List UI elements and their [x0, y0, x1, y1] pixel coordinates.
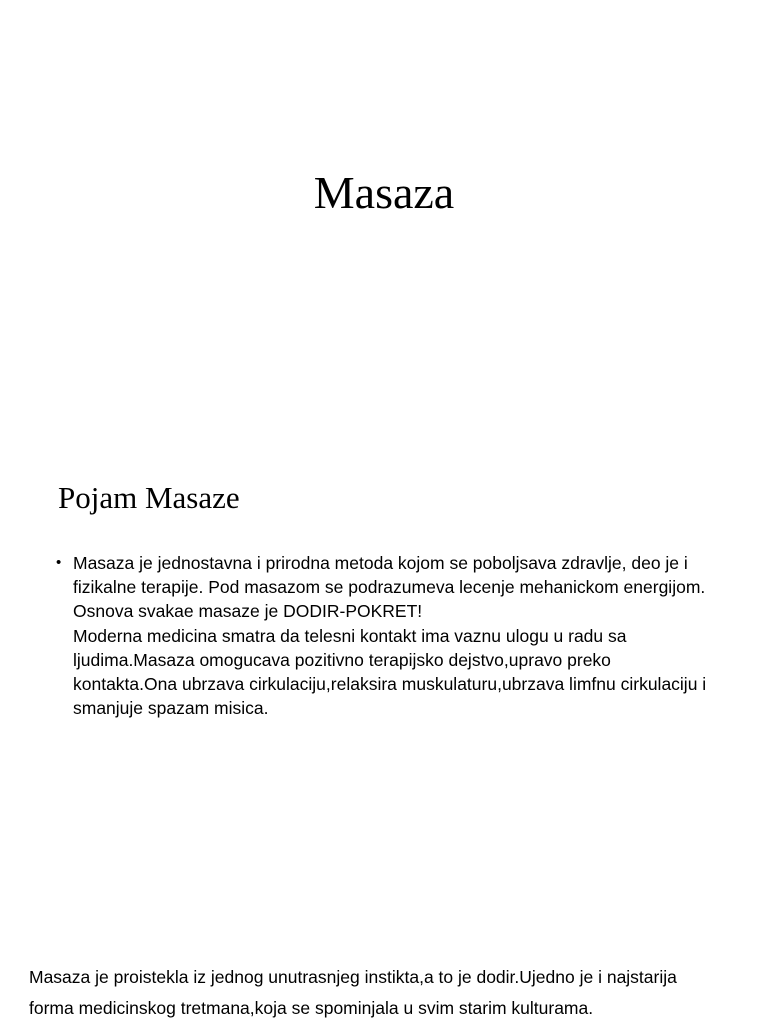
footer-paragraph: Masaza je proistekla iz jednog unutrasnjeg instikta,a to je dodir.Ujedno je i najstarija forma medicinskog tretmana,koja se spominjala u svim starim kulturama. [29, 966, 677, 1018]
list-item [56, 551, 716, 720]
section-heading: Pojam Masaze [58, 480, 240, 515]
bullet-text: Masaza je jednostavna i prirodna metoda kojom se poboljsava zdravlje, deo je i fizikalne terapije. Pod masazom se podrazumeva lecenje mehanickom energijom. Osnova svakae masaze je DODIR-POKRET! Moderna medicina smatra da telesni kontakt ima vaznu ulogu u radu sa ljudima.Masaza omogucava pozitivno terapijsko dejstvo,upravo preko kontakta.Ona ubrzava cirkulaciju,relaksira muskulaturu,ubrzava limfnu cirkulaciju i smanjuje spazam misica. [73, 553, 707, 719]
bullet-icon: • [56, 554, 62, 571]
bullet-list [56, 551, 716, 720]
slide-title: Masaza [313, 167, 455, 218]
